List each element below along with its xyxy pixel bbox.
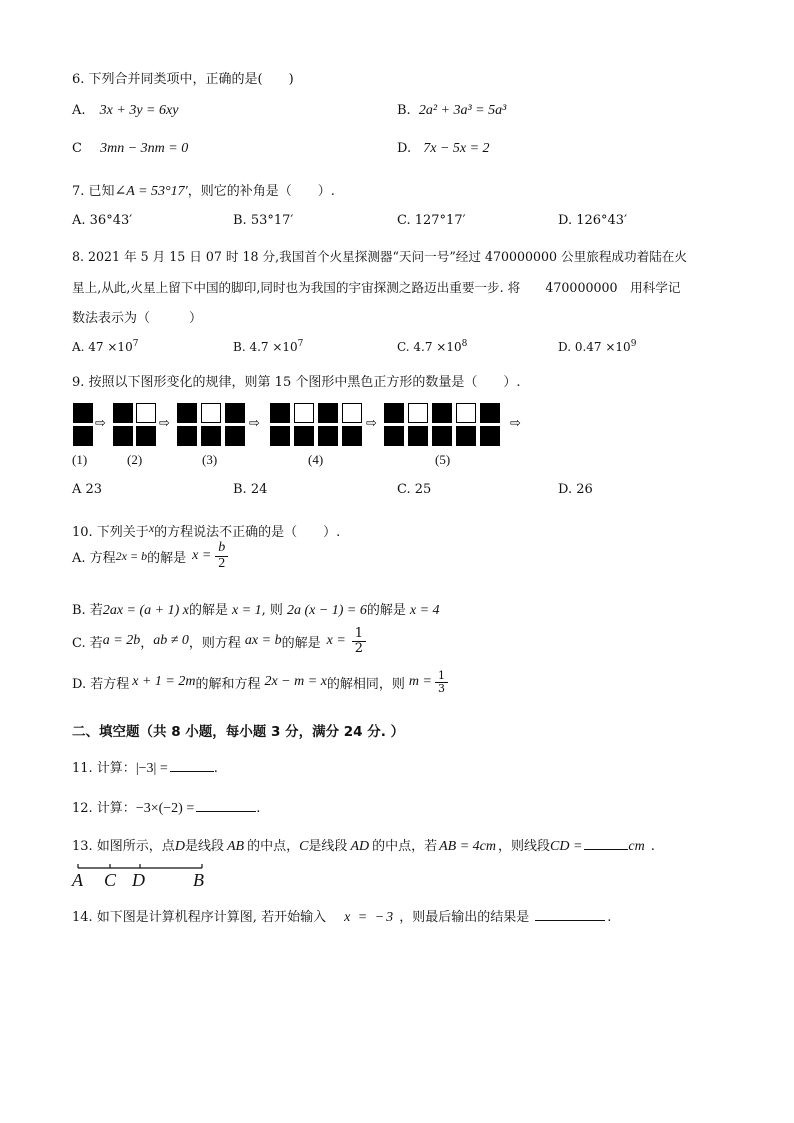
- black-square: [318, 426, 338, 446]
- option-label: A.: [72, 103, 86, 118]
- q10-b-mid3: 的解是: [366, 603, 406, 618]
- white-square: [342, 403, 362, 423]
- q13-t3: 的中点，: [247, 839, 300, 854]
- q8-line3: 数法表示为（ ）: [72, 311, 203, 326]
- q10-c-sep: ，: [140, 635, 154, 651]
- arrow-right-icon: ⇨: [249, 416, 260, 431]
- q10-b-eq: 2ax = (a + 1) x: [102, 603, 189, 618]
- figure-label: (1): [72, 452, 88, 467]
- q10-a-eq: 2x = b: [115, 548, 148, 563]
- black-square: [113, 403, 133, 423]
- black-square: [342, 426, 362, 446]
- denominator: 2: [218, 555, 226, 571]
- black-square: [177, 426, 197, 446]
- q10-b-sol2: x = 4: [409, 603, 440, 618]
- black-square: [432, 426, 452, 446]
- black-square: [225, 403, 245, 423]
- black-square: [432, 403, 452, 423]
- black-square: [318, 403, 338, 423]
- black-square: [270, 426, 290, 446]
- q8-c-text: C. 4.7 ×10: [397, 340, 462, 354]
- q6-option-c: [72, 141, 188, 157]
- q14-pre: 14. 如下图是计算机程序计算图, 若开始输入: [72, 910, 327, 925]
- section-title: 二、填空题（共 8 小题，每小题 3 分，满分 24 分. ）: [72, 724, 405, 740]
- fraction: [435, 670, 448, 694]
- figure-label: (5): [435, 452, 451, 467]
- q7-stem-post: ，则它的补角是（ ）.: [187, 184, 335, 199]
- black-square: [408, 426, 428, 446]
- q8-d-text: D. 0.47 ×10: [558, 340, 631, 354]
- point-label: B: [193, 870, 204, 890]
- denominator: 2: [354, 640, 364, 656]
- white-square: [294, 403, 314, 423]
- black-square: [113, 426, 133, 446]
- black-square: [294, 426, 314, 446]
- q10-stem-pre: 10. 下列关于: [72, 525, 149, 540]
- q13-seg-ab: AB: [226, 839, 245, 854]
- q6-a-expr: 3x + 3y = 6xy: [99, 103, 179, 118]
- q10-c-mid2: 的解是: [281, 635, 321, 651]
- q12-post: .: [256, 801, 261, 816]
- black-square: [270, 403, 290, 423]
- white-square: [456, 403, 476, 423]
- black-square: [384, 426, 404, 446]
- q12-pre: 12. 计算：: [72, 801, 136, 816]
- q8-a-text: A. 47 ×10: [72, 340, 133, 354]
- q6-option-b: [397, 103, 506, 119]
- q10-d-pre: D. 若方程: [72, 676, 130, 692]
- q11-pre: 11. 计算：: [72, 761, 136, 776]
- black-square: [136, 426, 156, 446]
- q10-stem-post: 的方程说法不正确的是（ ）.: [154, 525, 341, 540]
- q8-option-a: [72, 340, 138, 354]
- q9-option-d: D. 26: [558, 482, 593, 497]
- q8-option-b: [233, 340, 303, 354]
- q9-option-b: B. 24: [233, 482, 268, 497]
- q10-b-mid: 的解是: [188, 603, 228, 618]
- arrow-right-icon: ⇨: [510, 416, 521, 431]
- q11-post: .: [213, 761, 218, 776]
- q10-stem-var: x: [148, 521, 155, 535]
- answer-blank[interactable]: [584, 837, 628, 850]
- q6-b-expr: 2a² + 3a³ = 5a³: [418, 103, 507, 118]
- q8-option-c: [397, 340, 467, 354]
- q7-stem: [72, 180, 335, 200]
- black-square: [73, 426, 93, 446]
- q10-b-sol: x = 1: [232, 603, 262, 618]
- fraction: [215, 541, 228, 571]
- q8-d-exp: 9: [630, 339, 637, 349]
- q10-d-eq2: 2x − m = x: [264, 674, 327, 690]
- q14-end: .: [607, 910, 612, 925]
- q10-option-b: [72, 599, 440, 619]
- q13-eq: AB = 4cm: [439, 839, 496, 854]
- q10-d-mid: 的解和方程: [195, 676, 261, 692]
- q11-expr: |−3| =: [135, 761, 168, 776]
- q6-stem: 6. 下列合并同类项中，正确的是( ): [72, 72, 294, 87]
- black-square: [73, 403, 93, 423]
- q10-b-eq2: 2a (x − 1) = 6: [286, 603, 367, 618]
- q11: [72, 757, 218, 777]
- q10-c-cond1: a = 2b: [102, 633, 141, 649]
- figure-label: (2): [127, 452, 143, 467]
- q7-option-d: D. 126°43′: [558, 213, 628, 228]
- denominator: 3: [437, 681, 445, 695]
- option-label: D.: [397, 141, 412, 156]
- q13-t5: 的中点，若: [372, 839, 438, 854]
- q8-b-exp: 7: [297, 339, 304, 349]
- q8-a-exp: 7: [132, 339, 139, 349]
- q10-c-x: x =: [326, 633, 346, 649]
- black-square: [480, 426, 500, 446]
- black-square: [384, 403, 404, 423]
- q13-unit: cm: [628, 839, 645, 854]
- q13-t1: 13. 如图所示，点: [72, 839, 175, 854]
- q6-c-expr: 3mn − 3nm = 0: [100, 141, 189, 156]
- q10-c-pre: C. 若: [72, 635, 103, 651]
- q10-a-pre: A. 方程: [72, 550, 116, 566]
- point-label: A: [72, 870, 83, 890]
- numerator: 1: [352, 627, 366, 642]
- black-square: [177, 403, 197, 423]
- fraction: [352, 627, 366, 655]
- q10-option-d: [72, 670, 448, 694]
- q10-c-eq: ax = b: [244, 633, 282, 649]
- q9-option-a: A 23: [72, 482, 103, 497]
- answer-blank[interactable]: [170, 759, 214, 772]
- q10-d-mid2: 的解相同，则: [326, 676, 405, 692]
- white-square: [136, 403, 156, 423]
- figure-label: (3): [202, 452, 218, 467]
- q10-a-mid: 的解是: [147, 550, 187, 566]
- q13-cd: CD =: [550, 839, 583, 854]
- figure-label: (4): [308, 452, 324, 467]
- answer-blank[interactable]: [196, 799, 256, 812]
- q10-stem: [72, 521, 340, 540]
- black-square: [201, 426, 221, 446]
- white-square: [201, 403, 221, 423]
- q10-d-m: m =: [408, 674, 432, 690]
- q8-b-text: B. 4.7 ×10: [233, 340, 298, 354]
- answer-blank[interactable]: [535, 908, 605, 921]
- q10-option-a: [72, 541, 228, 571]
- numerator: 1: [435, 670, 448, 683]
- q13-t4: 是线段: [308, 839, 348, 854]
- numerator: b: [215, 541, 228, 557]
- q13-seg-ad: AD: [350, 839, 370, 854]
- q10-b-mid2: , 则: [261, 603, 283, 618]
- option-label: B.: [397, 103, 411, 118]
- point-label: C: [104, 870, 117, 890]
- q6-option-d: [397, 141, 490, 157]
- q6-d-expr: 7x − 5x = 2: [423, 141, 490, 156]
- q8-line2: 星上,从此,火星上留下中国的脚印,同时也为我国的宇宙探测之路迈出重要一步. 将 470000000 用科学记: [72, 280, 681, 295]
- q12: [72, 797, 260, 817]
- white-square: [408, 403, 428, 423]
- arrow-right-icon: ⇨: [95, 416, 106, 431]
- q10-d-eq1: x + 1 = 2m: [132, 674, 196, 690]
- q12-expr: −3×(−2) =: [135, 801, 195, 816]
- black-square: [456, 426, 476, 446]
- q9-option-c: C. 25: [397, 482, 432, 497]
- q7-option-a: A. 36°43′: [72, 213, 133, 228]
- q10-a-x: x =: [192, 548, 212, 564]
- q10-c-mid: ，则方程: [188, 635, 241, 651]
- q7-angle: ∠A = 53°17′: [114, 184, 188, 199]
- arrow-right-icon: ⇨: [366, 416, 377, 431]
- q8-option-d: [558, 340, 636, 354]
- q6-option-a: [72, 103, 178, 119]
- q13-point-d: D: [174, 839, 185, 854]
- q8-line1: 8. 2021 年 5 月 15 日 07 时 18 分,我国首个火星探测器“天问一号”经过 470000000 公里旅程成功着陆在火: [72, 249, 687, 264]
- q14: [72, 906, 611, 926]
- q7-stem-pre: 7. 已知: [72, 184, 115, 199]
- q8-c-exp: 8: [461, 339, 468, 349]
- q13-t2: 是线段: [184, 839, 224, 854]
- q13: [72, 835, 655, 855]
- q7-option-b: B. 53°17′: [233, 213, 294, 228]
- q13-point-c: C: [299, 839, 309, 854]
- q13-t6: ，则线段: [498, 839, 551, 854]
- q7-option-c: C. 127°17′: [397, 213, 466, 228]
- arrow-right-icon: ⇨: [159, 416, 170, 431]
- black-square: [480, 403, 500, 423]
- q10-c-cond2: ab ≠ 0: [153, 633, 189, 649]
- q14-expr: x = −3: [344, 910, 396, 925]
- q10-b-pre: B. 若: [72, 603, 103, 618]
- q14-post: ，则最后输出的结果是: [399, 910, 530, 925]
- q13-post: .: [650, 839, 655, 854]
- option-label: C: [72, 141, 82, 156]
- black-square: [225, 426, 245, 446]
- q9-stem: 9. 按照以下图形变化的规律，则第 15 个图形中黑色正方形的数量是（ ）.: [72, 375, 521, 390]
- point-label: D: [132, 870, 145, 890]
- q10-option-c: [72, 627, 366, 655]
